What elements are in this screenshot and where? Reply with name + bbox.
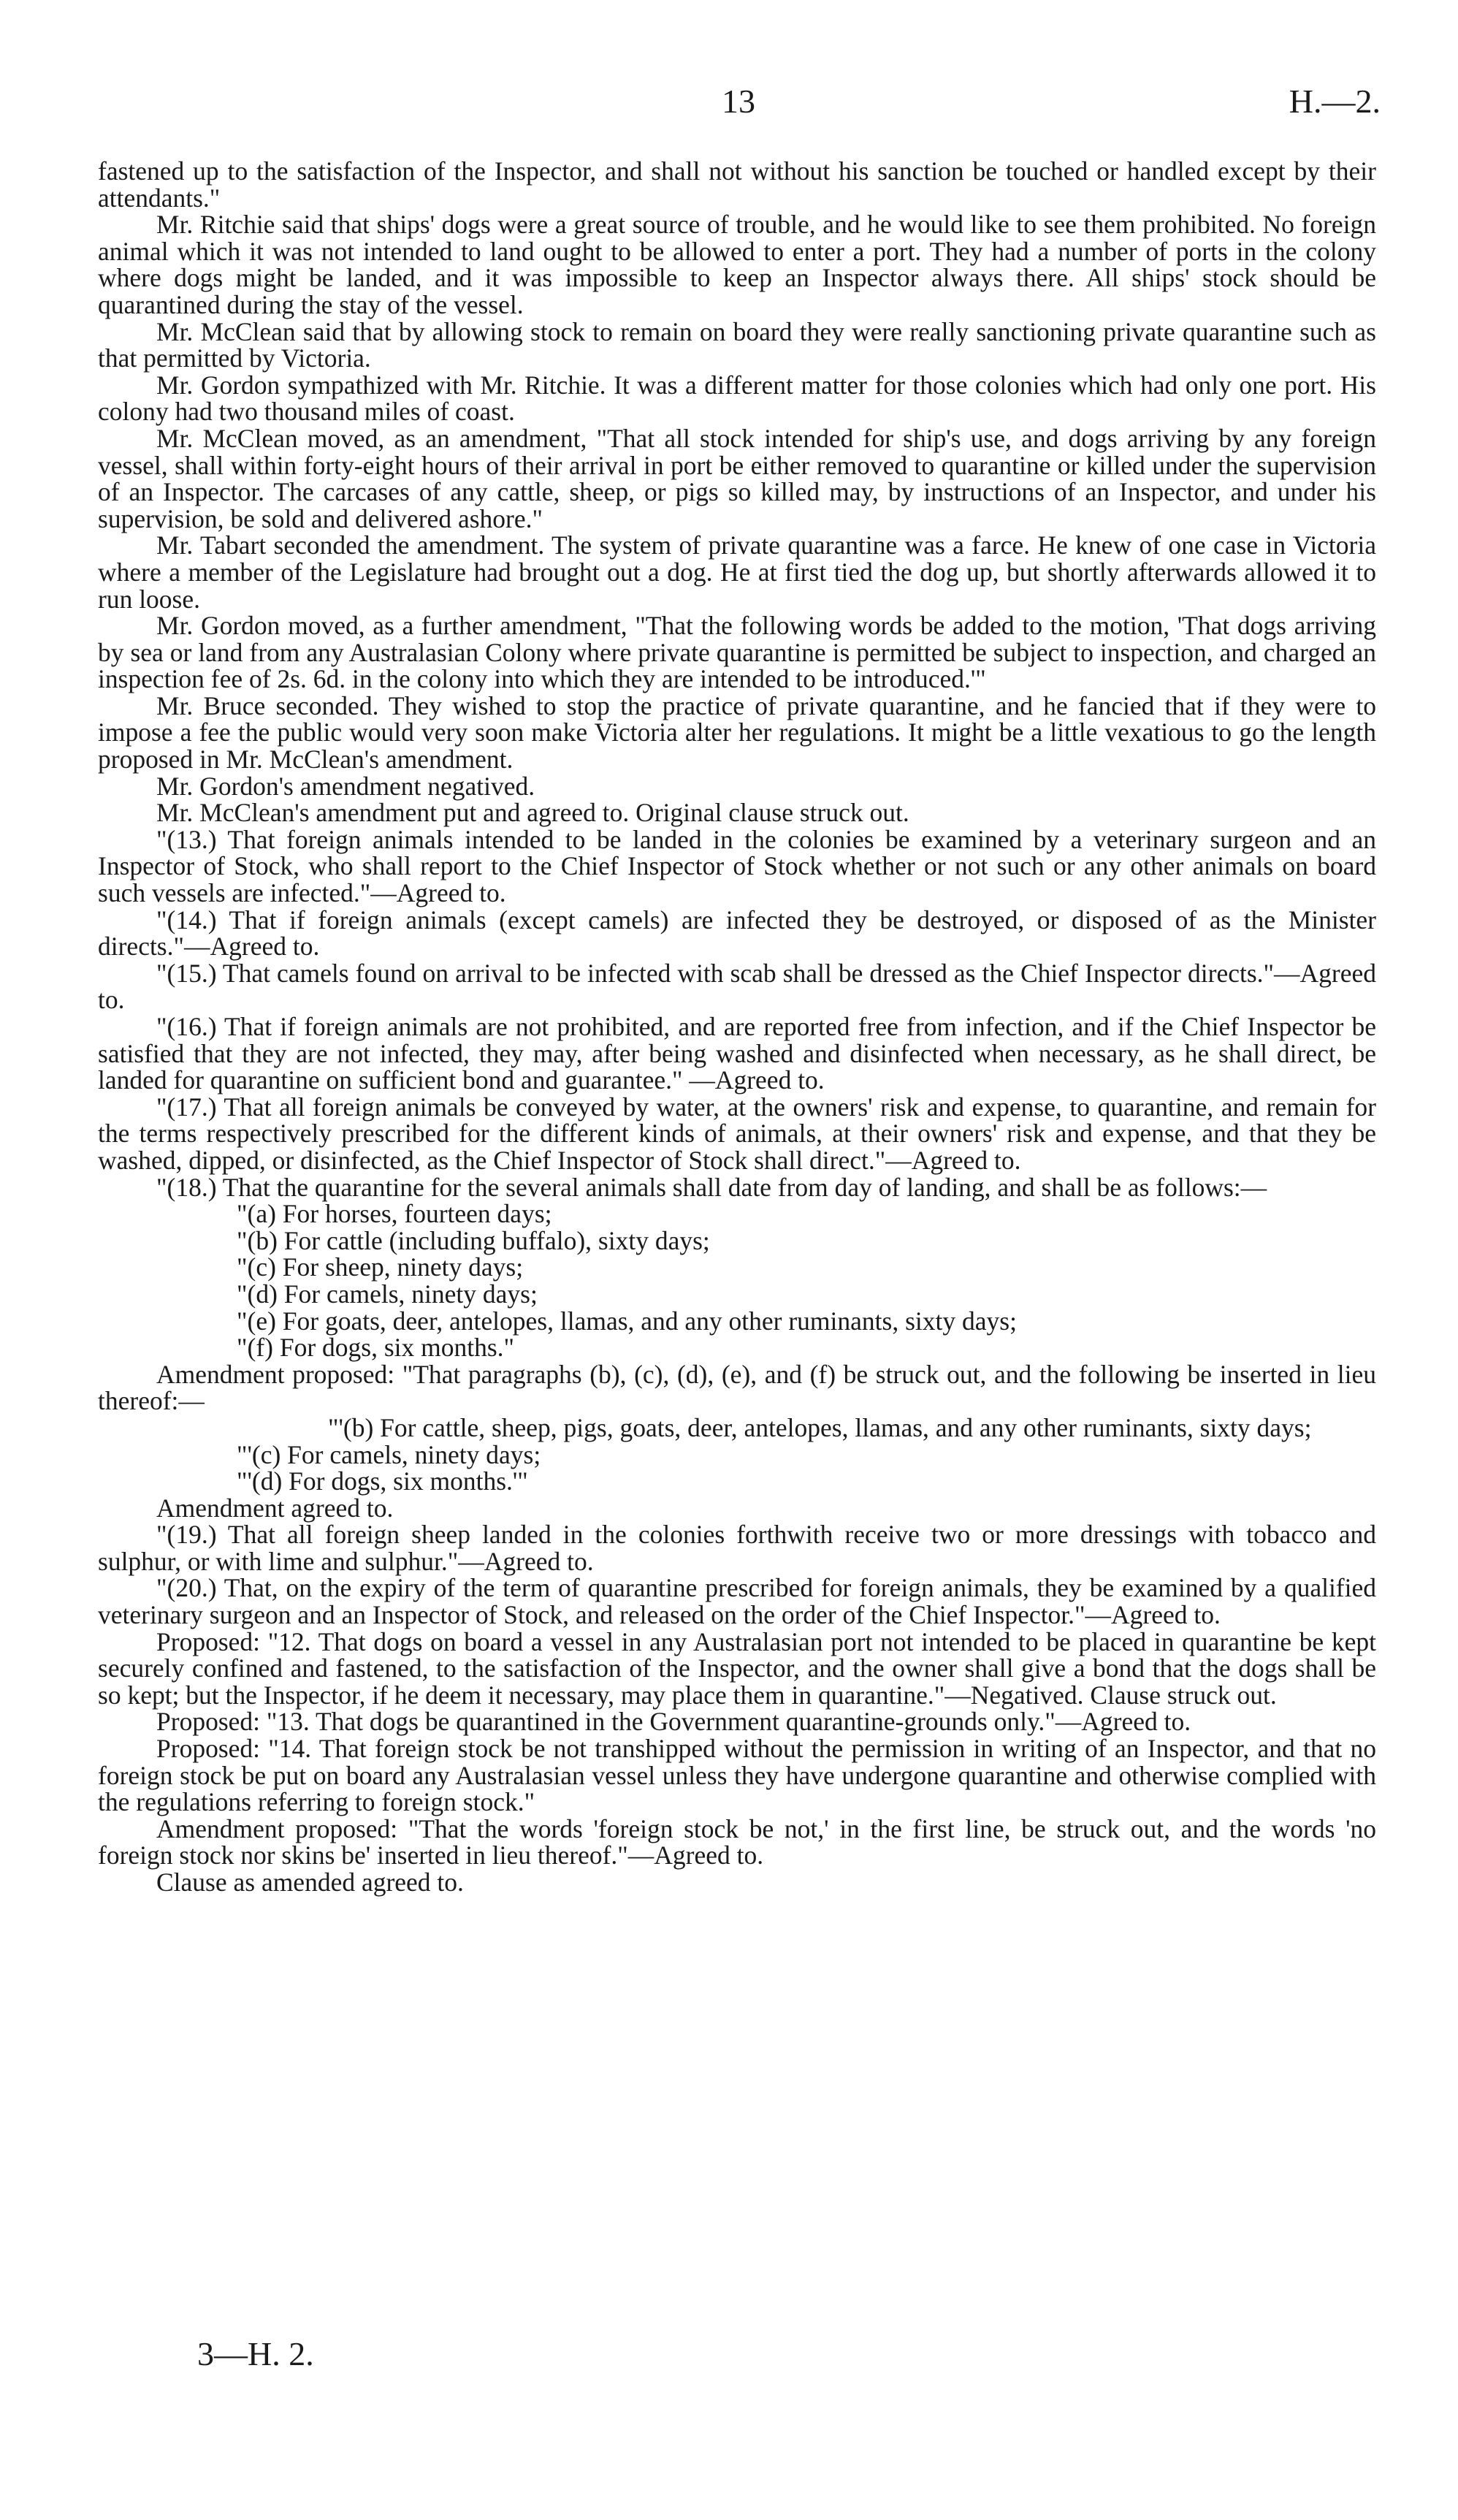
paragraph: "(19.) That all foreign sheep landed in the colonies forthwith receive two or more dressings with tobacco and sulphur, or with lime and sulphur."—Agreed to. bbox=[98, 1520, 1376, 1576]
paragraph: "(16.) That if foreign animals are not prohibited, and are reported free from infection, and if the Chief Inspector be satisfied that they are not infected, they may, after being washed and disinfected when necessary, as he shall direct, be landed for quarantine on sufficient bond and guarantee." —Agreed to. bbox=[98, 1012, 1376, 1095]
page-header bbox=[0, 82, 1458, 126]
paragraph: Mr. Gordon moved, as a further amendment, "That the following words be added to the motion, 'That dogs arriving by sea or land from any Australasian Colony where private quarantine is permitted be subject to inspection, and charged an inspection fee of 2s. 6d. in the colony into which they are intended to be introduced.'" bbox=[98, 611, 1376, 694]
list-item: "(b) For cattle (including buffalo), sixty days; bbox=[237, 1225, 710, 1255]
paragraph: Mr. McClean's amendment put and agreed to. Original clause struck out. bbox=[156, 798, 909, 828]
paragraph: Mr. McClean moved, as an amendment, "That all stock intended for ship's use, and dogs arriving by any foreign vessel, shall within forty-eight hours of their arrival in port be either removed to quarantine or killed under the supervision of an Inspector. The carcases of any cattle, sheep, or pigs so killed may, by instructions of an Inspector, and under his supervision, be sold and delivered ashore." bbox=[98, 423, 1376, 533]
list-item: "(d) For camels, ninety days; bbox=[237, 1279, 538, 1309]
paragraph: Amendment agreed to. bbox=[156, 1493, 394, 1523]
paragraph: Proposed: "13. That dogs be quarantined in the Government quarantine-grounds only."—Agreed to. bbox=[156, 1707, 1191, 1737]
paragraph: Mr. Gordon sympathized with Mr. Ritchie. It was a different matter for those colonies which had only one port. His colony had two thousand miles of coast. bbox=[98, 370, 1376, 427]
list-item: "(c) For sheep, ninety days; bbox=[237, 1252, 524, 1282]
paragraph: Mr. McClean said that by allowing stock to remain on board they were really sanctioning private quarantine such as that permitted by Victoria. bbox=[98, 316, 1376, 373]
paragraph: fastened up to the satisfaction of the Inspector, and shall not without his sanction be touched or handled except by their attendants." bbox=[98, 156, 1376, 213]
document-reference: H.—2. bbox=[1289, 83, 1381, 120]
paragraph: Mr. Ritchie said that ships' dogs were a great source of trouble, and he would like to see them prohibited. No foreign animal which it was not intended to land ought to be allowed to enter a port. They had a number of ports in the colony where dogs might be landed, and it was impossible to keep an Inspector always there. All ships' stock should be quarantined during the stay of the vessel. bbox=[98, 210, 1376, 319]
paragraph: "(18.) That the quarantine for the several animals shall date from day of landing, and shall be as follows:— bbox=[156, 1172, 1267, 1202]
paragraph: Amendment proposed: "That the words 'foreign stock be not,' in the first line, be struck out, and the words 'no foreign stock nor skins be' inserted in lieu thereof."—Agreed to. bbox=[98, 1813, 1376, 1870]
paragraph: Mr. Tabart seconded the amendment. The system of private quarantine was a farce. He knew of one case in Victoria where a member of the Legislature had brought out a dog. He at first tied the dog up, but shortly afterwards allowed it to run loose. bbox=[98, 530, 1376, 614]
paragraph: "(14.) That if foreign animals (except camels) are infected they be destroyed, or disposed of as the Minister directs."—Agreed to. bbox=[98, 905, 1376, 962]
paragraph: "(13.) That foreign animals intended to be landed in the colonies be examined by a veterinary surgeon and an Inspector of Stock, who shall report to the Chief Inspector of Stock whether or not such or any other animals on board such vessels are infected."—Agreed to. bbox=[98, 824, 1376, 908]
document-body bbox=[98, 158, 1376, 1896]
paragraph: Clause as amended agreed to. bbox=[156, 1868, 464, 1897]
paragraph: Mr. Gordon's amendment negatived. bbox=[156, 771, 535, 801]
list-item: "'(d) For dogs, six months.'" bbox=[237, 1466, 528, 1496]
list-item: "(a) For horses, fourteen days; bbox=[237, 1199, 552, 1229]
paragraph: "(15.) That camels found on arrival to be infected with scab shall be dressed as the Chief Inspector directs."—Agreed to. bbox=[98, 958, 1376, 1015]
list-item: "(f) For dogs, six months." bbox=[237, 1333, 515, 1363]
page-number: 13 bbox=[722, 83, 755, 120]
list-item: "(e) For goats, deer, antelopes, llamas, and any other ruminants, sixty days; bbox=[237, 1306, 1017, 1336]
paragraph: Mr. Bruce seconded. They wished to stop the practice of private quarantine, and he fancied that if they were to impose a fee the public would very soon make Victoria alter her regulations. It might be a little vexatious to go the length proposed in Mr. McClean's amendment. bbox=[98, 690, 1376, 774]
paragraph: "(20.) That, on the expiry of the term of quarantine prescribed for foreign animals, they be examined by a qualified veterinary surgeon and an Inspector of Stock, and released on the order of the Chief Inspector."—Agreed to. bbox=[98, 1573, 1376, 1630]
paragraph: Proposed: "12. That dogs on board a vessel in any Australasian port not intended to be placed in quarantine be kept securely confined and fastened, to the satisfaction of the Inspector, and the owner shall give a bond that the dogs shall be so kept; but the Inspector, if he deem it necessary, may place them in quarantine."—Negatived. Clause struck out. bbox=[98, 1626, 1376, 1710]
list-item: "'(b) For cattle, sheep, pigs, goats, deer, antelopes, llamas, and any other ruminants, sixty days; bbox=[328, 1412, 1312, 1442]
paragraph: Amendment proposed: "That paragraphs (b), (c), (d), (e), and (f) be struck out, and the following be inserted in lieu thereof:— bbox=[98, 1359, 1376, 1416]
paragraph: "(17.) That all foreign animals be conveyed by water, at the owners' risk and expense, to quarantine, and remain for the terms respectively prescribed for the different kinds of animals, at their owners' risk and expense, and that they be washed, dipped, or disinfected, as the Chief Inspector of Stock shall direct."—Agreed to. bbox=[98, 1092, 1376, 1175]
paragraph: Proposed: "14. That foreign stock be not transhipped without the permission in writing of an Inspector, and that no foreign stock be put on board any Australasian vessel unless they have undergone quarantine and otherwise complied with the regulations referring to foreign stock." bbox=[98, 1734, 1376, 1817]
list-item: "'(c) For camels, ninety days; bbox=[237, 1439, 541, 1469]
signature-mark: 3—H. 2. bbox=[197, 2335, 314, 2372]
